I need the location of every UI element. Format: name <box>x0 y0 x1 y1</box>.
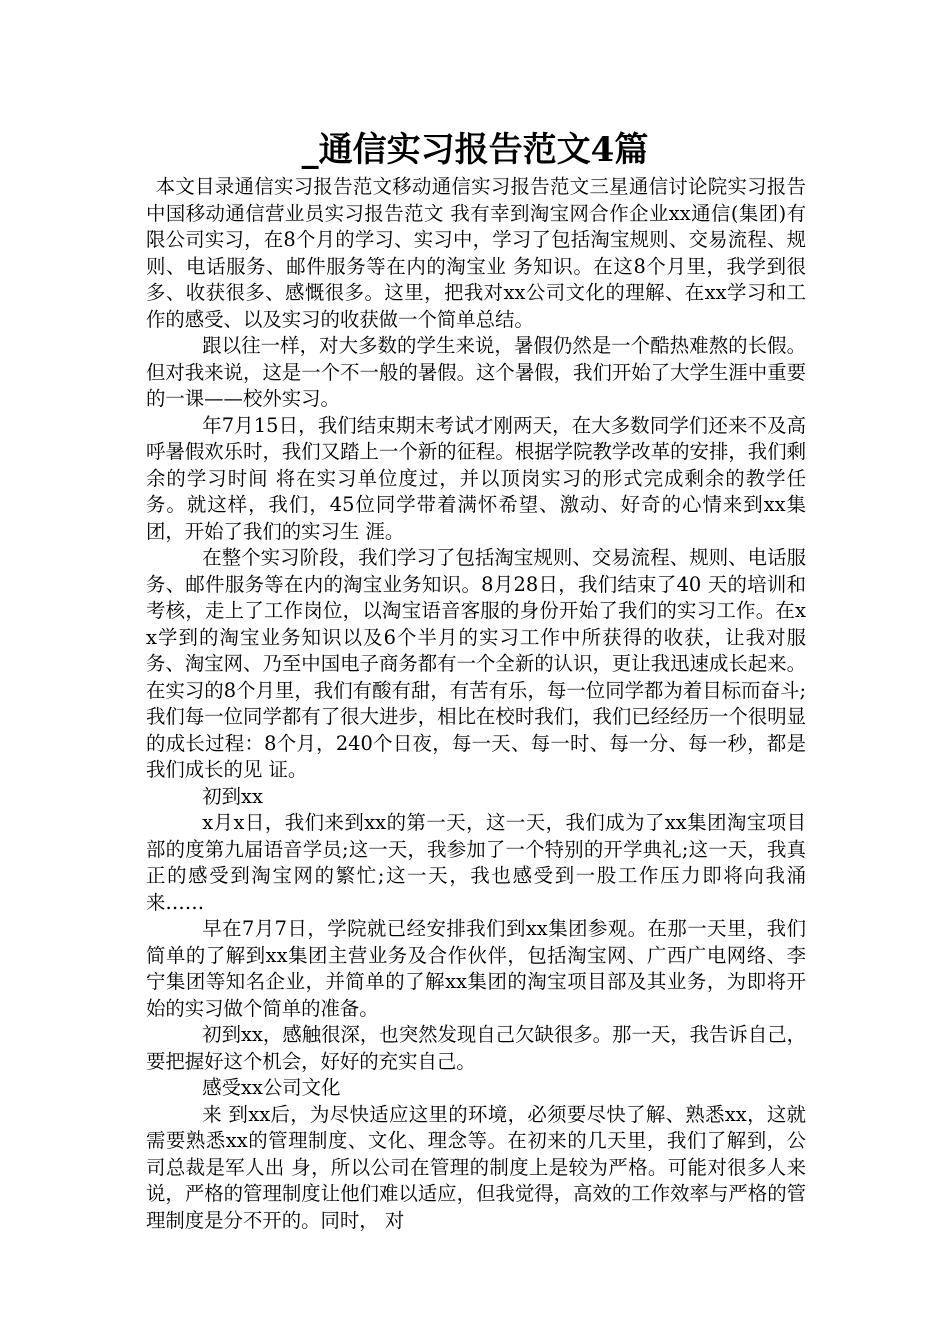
body-paragraph: 来 到xx后，为尽快适应这里的环境，必须要尽快了解、熟悉xx，这就需要熟悉xx的管理制度、文化、理念等。在初来的几天里，我们了解到，公司总裁是军人出 身，所以公司在管理的制度上是较为严格。可能对很多人来说，严格的管理制度让他们难以适应，但我觉得，高效的工作效率与严格的管理制度是分不开的。同时， 对 <box>146 1102 806 1232</box>
body-paragraph: x月x日，我们来到xx的第一天，这一天，我们成为了xx集团淘宝项目部的度第九届语音学员;这一天，我参加了一个特别的开学典礼;这一天，我真正的感受到淘宝网的繁忙;这一天，我也感受到一股工作压力即将向我涌来…… <box>146 811 806 914</box>
body-paragraph: 年7月15日，我们结束期末考试才刚两天，在大多数同学们还来不及高呼暑假欢乐时，我们又踏上一个新的征程。根据学院教学改革的安排，我们剩余的学习时间 将在实习单位度过，并以顶岗实习的形式完成剩余的教学任务。就这样，我们，45位同学带着满怀希望、激动、好奇的心情来到xx集团，开始了我们的实习生 涯。 <box>146 413 806 543</box>
body-paragraph: 初到xx，感触很深，也突然发现自己欠缺很多。那一天，我告诉自己，要把握好这个机会，好好的充实自己。 <box>146 1023 806 1073</box>
intro-paragraph: 本文目录通信实习报告范文移动通信实习报告范文三星通信讨论院实习报告中国移动通信营业员实习报告范文 我有幸到淘宝网合作企业xx通信(集团)有限公司实习，在8个月的学习、实习中，学习了包括淘宝规则、交易流程、规则、电话服务、邮件服务等在内的淘宝业 务知识。在这8个月里，我学到很多、收获很多、感慨很多。这里，把我对xx公司文化的理解、在xx学习和工作的感受、以及实习的收获做一个简单总结。 <box>146 175 806 331</box>
body-paragraph: 早在7月7日，学院就已经安排我们到xx集团参观。在那一天里，我们简单的了解到xx集团主营业务及合作伙伴，包括淘宝网、广西广电网络、李宁集团等知名企业，并简单的了解xx集团的淘宝项目部及其业务，为即将开始的实习做个简单的准备。 <box>146 917 806 1020</box>
document-title: _通信实习报告范文4篇 <box>301 130 649 170</box>
document-body <box>146 174 806 1234</box>
body-paragraph: 在整个实习阶段，我们学习了包括淘宝规则、交易流程、规则、电话服务、邮件服务等在内的淘宝业务知识。8月28日，我们结束了40 天的培训和考核，走上了工作岗位，以淘宝语音客服的身份开始了我们的实习工作。在xx学到的淘宝业务知识以及6个半月的实习工作中所获得的收获，让我对服 务、淘宝网、乃至中国电子商务都有一个全新的认识，更让我迅速成长起来。在实习的8个月里，我们有酸有甜，有苦有乐，每一位同学都为着目标而奋斗;我们每一位同学都有了很大进步，相比在校时我们，我们已经经历一个很明显的成长过程：8个月，240个日夜，每一天、每一时、每一分、每一秒，都是我们成长的见 证。 <box>146 546 806 781</box>
section-heading: 初到xx <box>202 784 263 808</box>
body-paragraph: 跟以往一样，对大多数的学生来说，暑假仍然是一个酷热难熬的长假。但对我来说，这是一个不一般的暑假。这个暑假，我们开始了大学生涯中重要的一课——校外实习。 <box>146 334 806 410</box>
section-heading: 感受xx公司文化 <box>202 1076 341 1099</box>
